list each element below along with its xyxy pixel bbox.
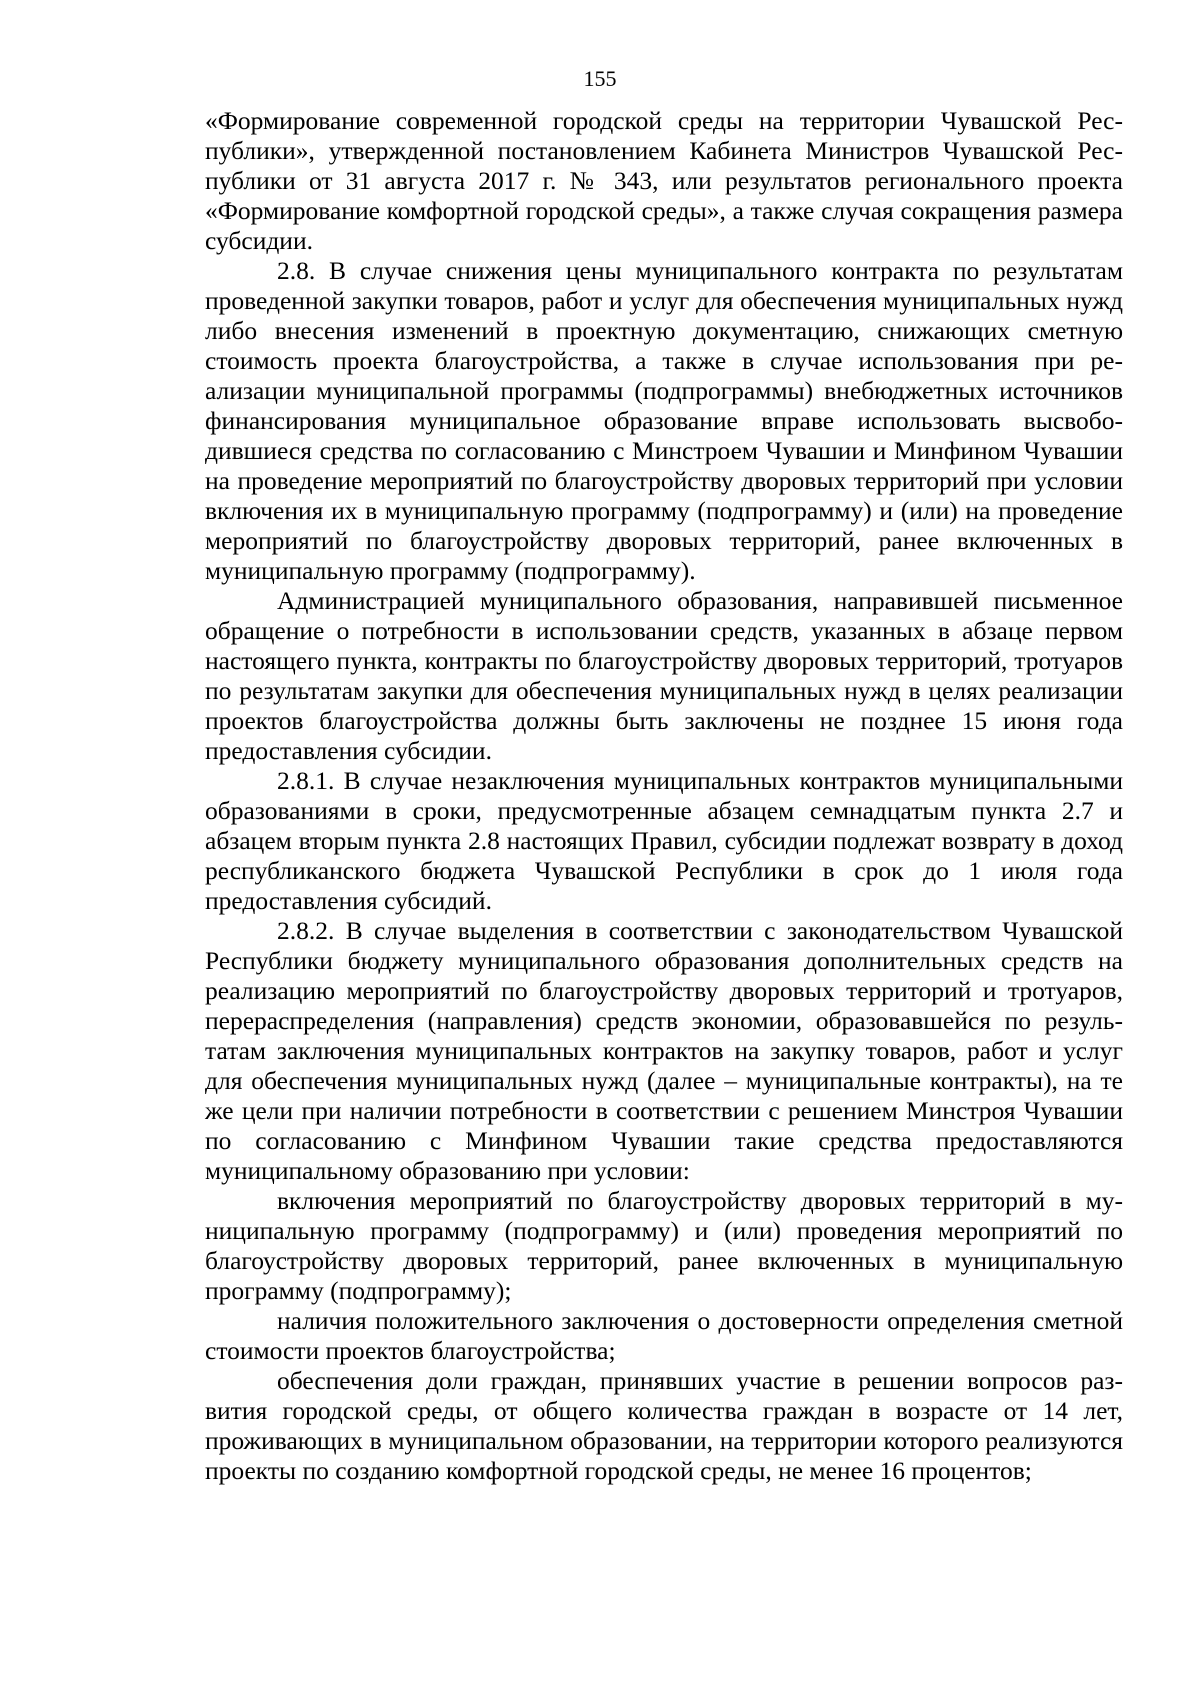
condition-citizen-share: обеспечения доли граждан, принявших участие в решении вопросов развития городской среды, от общего количества граждан в возрасте от 14 лет, проживающих в муниципальном образовании, на территории которого реализуются проекты по созданию комфортной городской среды, не менее 16 процентов; bbox=[205, 1366, 1123, 1485]
paragraph-2-8-1: 2.8.1. В случае незаключения муниципальных контрактов муниципальными образованиями в сроки, предусмотренные абзацем семнадцатым пункта 2.7 и абзацем вторым пункта 2.8 настоящих Правил, субсидии подлежат возврату в доход республиканского бюджета Чувашской Республики в срок до 1 июля года предоставления субсидий. bbox=[205, 766, 1123, 915]
condition-positive-conclusion: наличия положительного заключения о достоверности определения сметной стоимости проектов благоустройства; bbox=[205, 1306, 1123, 1365]
paragraph-2-8-2: 2.8.2. В случае выделения в соответствии с законодательством Чувашской Республики бюджету муниципального образования дополнительных средств на реализацию мероприятий по благоустройству дворовых территорий и тротуаров, перераспределения (направления) средств экономии, образовавшейся по результатам заключения муниципальных контрактов на закупку товаров, работ и услуг для обеспечения муниципальных нужд (далее – муниципальные контракты), на те же цели при наличии потребности в соответствии с решением Минстроя Чувашии по согласованию с Минфином Чувашии такие средства предоставляются муниципальному образованию при условии: bbox=[205, 916, 1123, 1185]
paragraph-2-8: 2.8. В случае снижения цены муниципального контракта по результатам проведенной закупки товаров, работ и услуг для обеспечения муниципальных нужд либо внесения изменений в проектную документацию, снижающих сметную стоимость проекта благоустройства, а также в случае использования при реализации муниципальной программы (подпрограммы) внебюджетных источников финансирования муниципальное образование вправе использовать высвободившиеся средства по согласованию с Минстроем Чувашии и Минфином Чувашии на проведение мероприятий по благоустройству дворовых территорий при условии включения их в муниципальную программу (подпрограмму) и (или) на проведение мероприятий по благоустройству дворовых территорий, ранее включенных в муниципальную программу (подпрограмму). bbox=[205, 256, 1123, 585]
paragraph-continuation: «Формирование современной городской среды на территории Чувашской Республики», утвержденной постановлением Кабинета Министров Чувашской Республики от 31 августа 2017 г. № 343, или результатов регионального проекта «Формирование комфортной городской среды», а также случая сокращения размера субсидии. bbox=[205, 106, 1123, 255]
document-body bbox=[205, 106, 1123, 1486]
page-number: 155 bbox=[583, 66, 617, 91]
paragraph-administration: Администрацией муниципального образования, направившей письменное обращение о потребности в использовании средств, указанных в абзаце первом настоящего пункта, контракты по благоустройству дворовых территорий, тротуаров по результатам закупки для обеспечения муниципальных нужд в целях реализации проектов благоустройства должны быть заключены не позднее 15 июня года предоставления субсидии. bbox=[205, 586, 1123, 765]
condition-inclusion: включения мероприятий по благоустройству дворовых территорий в муниципальную программу (подпрограмму) и (или) проведения мероприятий по благоустройству дворовых территорий, ранее включенных в муниципальную программу (подпрограмму); bbox=[205, 1186, 1123, 1305]
